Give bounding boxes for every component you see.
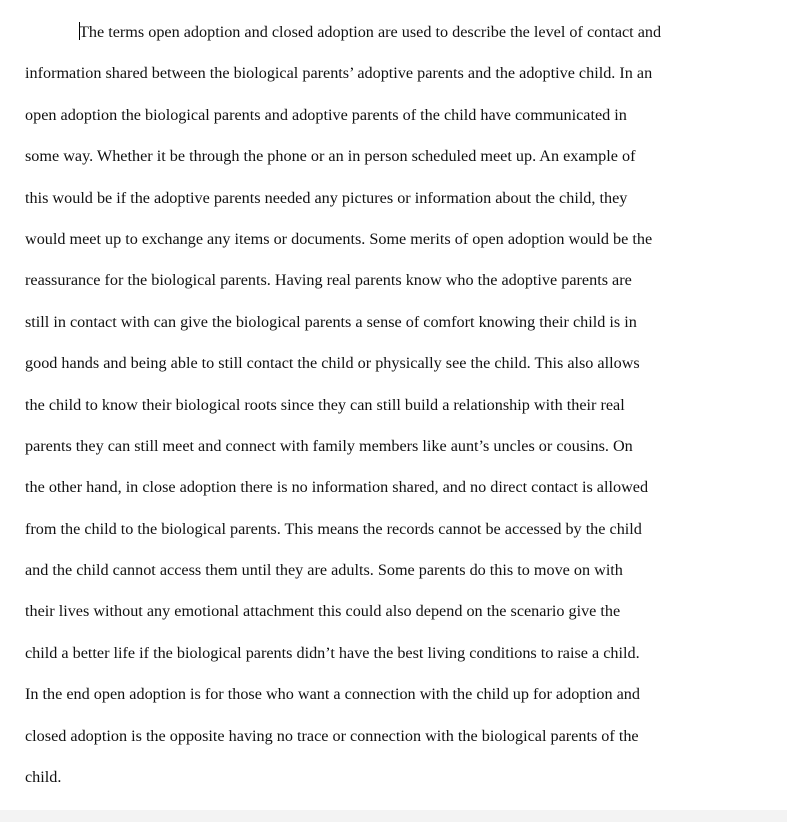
paragraph-line-18: closed adoption is the opposite having no trace or connection with the biological parents of the xyxy=(25,726,639,745)
paragraph-line-12: the other hand, in close adoption there is no information shared, and no direct contact is allowed xyxy=(25,478,649,497)
paragraph-line-19: child. xyxy=(25,768,62,787)
paragraph-line-1 xyxy=(25,12,765,53)
paragraph-line-7: reassurance for the biological parents. Having real parents know who the adoptive parents are xyxy=(25,271,632,290)
paragraph-line-15: their lives without any emotional attachment this could also depend on the scenario give the xyxy=(25,602,621,621)
paragraph-line-13: from the child to the biological parents. This means the records cannot be accessed by the child xyxy=(25,519,642,538)
paragraph-line-16: child a better life if the biological parents didn’t have the best living conditions to raise a child. xyxy=(25,643,640,662)
page-bottom-gutter xyxy=(0,810,787,822)
paragraph-line-3: open adoption the biological parents and adoptive parents of the child have communicated in xyxy=(25,105,627,124)
paragraph-line-14: and the child cannot access them until they are adults. Some parents do this to move on with xyxy=(25,561,623,580)
paragraph-line-text: The terms open adoption and closed adoption are used to describe the level of contact and xyxy=(79,23,662,41)
paragraph-line-2: information shared between the biological parents’ adoptive parents and the adoptive child. In an xyxy=(25,64,653,83)
paragraph-line-4: some way. Whether it be through the phone or an in person scheduled meet up. An example of xyxy=(25,147,636,166)
paragraph-line-11: parents they can still meet and connect with family members like aunt’s uncles or cousins. On xyxy=(25,436,633,455)
paragraph-line-17: In the end open adoption is for those who want a connection with the child up for adoption and xyxy=(25,685,640,704)
paragraph-line-8: still in contact with can give the biological parents a sense of comfort knowing their child is in xyxy=(25,312,637,331)
paragraph-line-5: this would be if the adoptive parents needed any pictures or information about the child, they xyxy=(25,188,628,207)
paragraph-line-9: good hands and being able to still contact the child or physically see the child. This also allows xyxy=(25,354,640,373)
paragraph-line-6: would meet up to exchange any items or documents. Some merits of open adoption would be the xyxy=(25,229,653,248)
paragraph-line-10: the child to know their biological roots since they can still build a relationship with their real xyxy=(25,395,625,414)
document-paragraph[interactable] xyxy=(25,12,765,798)
